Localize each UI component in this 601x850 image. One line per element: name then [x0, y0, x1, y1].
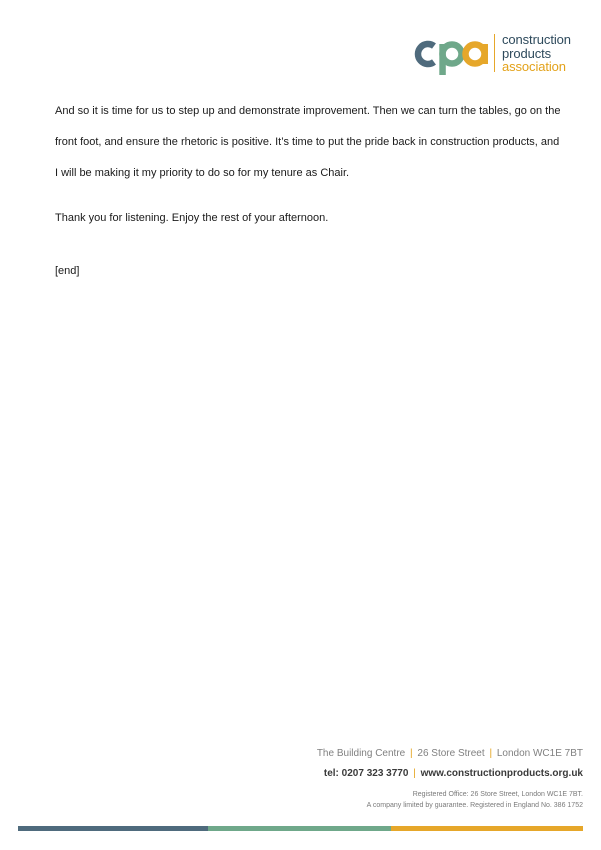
footer-registration [317, 789, 583, 811]
footer-separator: | [410, 748, 413, 759]
stripe-segment-amber [391, 826, 583, 831]
speech-body [55, 96, 565, 279]
footer-registered-office: Registered Office: 26 Store Street, London WC1E 7BT. [412, 791, 583, 798]
logo-word-construction: construction [502, 32, 571, 47]
footer-address-street: 26 Store Street [417, 748, 485, 759]
logo-wordmark [502, 33, 571, 74]
body-paragraph-1: And so it is time for us to step up and demonstrate improvement. Then we can turn the tables, go on the front foot, and ensure the rhetoric is positive. It’s time to put the pride back in construction products, and I will be making it my priority to do so for my tenure as Chair. [55, 105, 561, 179]
footer-company-info: A company limited by guarantee. Registered in England No. 386 1752 [366, 802, 583, 809]
cpa-logo [410, 30, 590, 76]
footer-address-city: London WC1E 7BT [496, 748, 583, 759]
logo-word-association: association [502, 59, 566, 74]
logo-word-products: products [502, 45, 552, 61]
footer-telephone: tel: 0207 323 3770 [323, 768, 409, 779]
body-paragraph-2: Thank you for listening. Enjoy the rest of your afternoon. [55, 212, 329, 224]
logo-divider [494, 34, 495, 72]
footer-separator: | [489, 748, 493, 759]
cpa-monogram-icon [410, 30, 492, 76]
closing-end-marker: [end] [55, 265, 80, 277]
footer-color-stripe [18, 826, 583, 831]
footer-website-link[interactable]: www.constructionproducts.org.uk [420, 768, 583, 779]
letterhead-footer [317, 747, 583, 811]
footer-separator: | [413, 768, 416, 779]
footer-contact [317, 767, 583, 781]
stripe-segment-green [208, 826, 391, 831]
stripe-segment-slate [18, 826, 208, 831]
footer-address-building: The Building Centre [316, 748, 406, 759]
footer-address [317, 747, 583, 761]
